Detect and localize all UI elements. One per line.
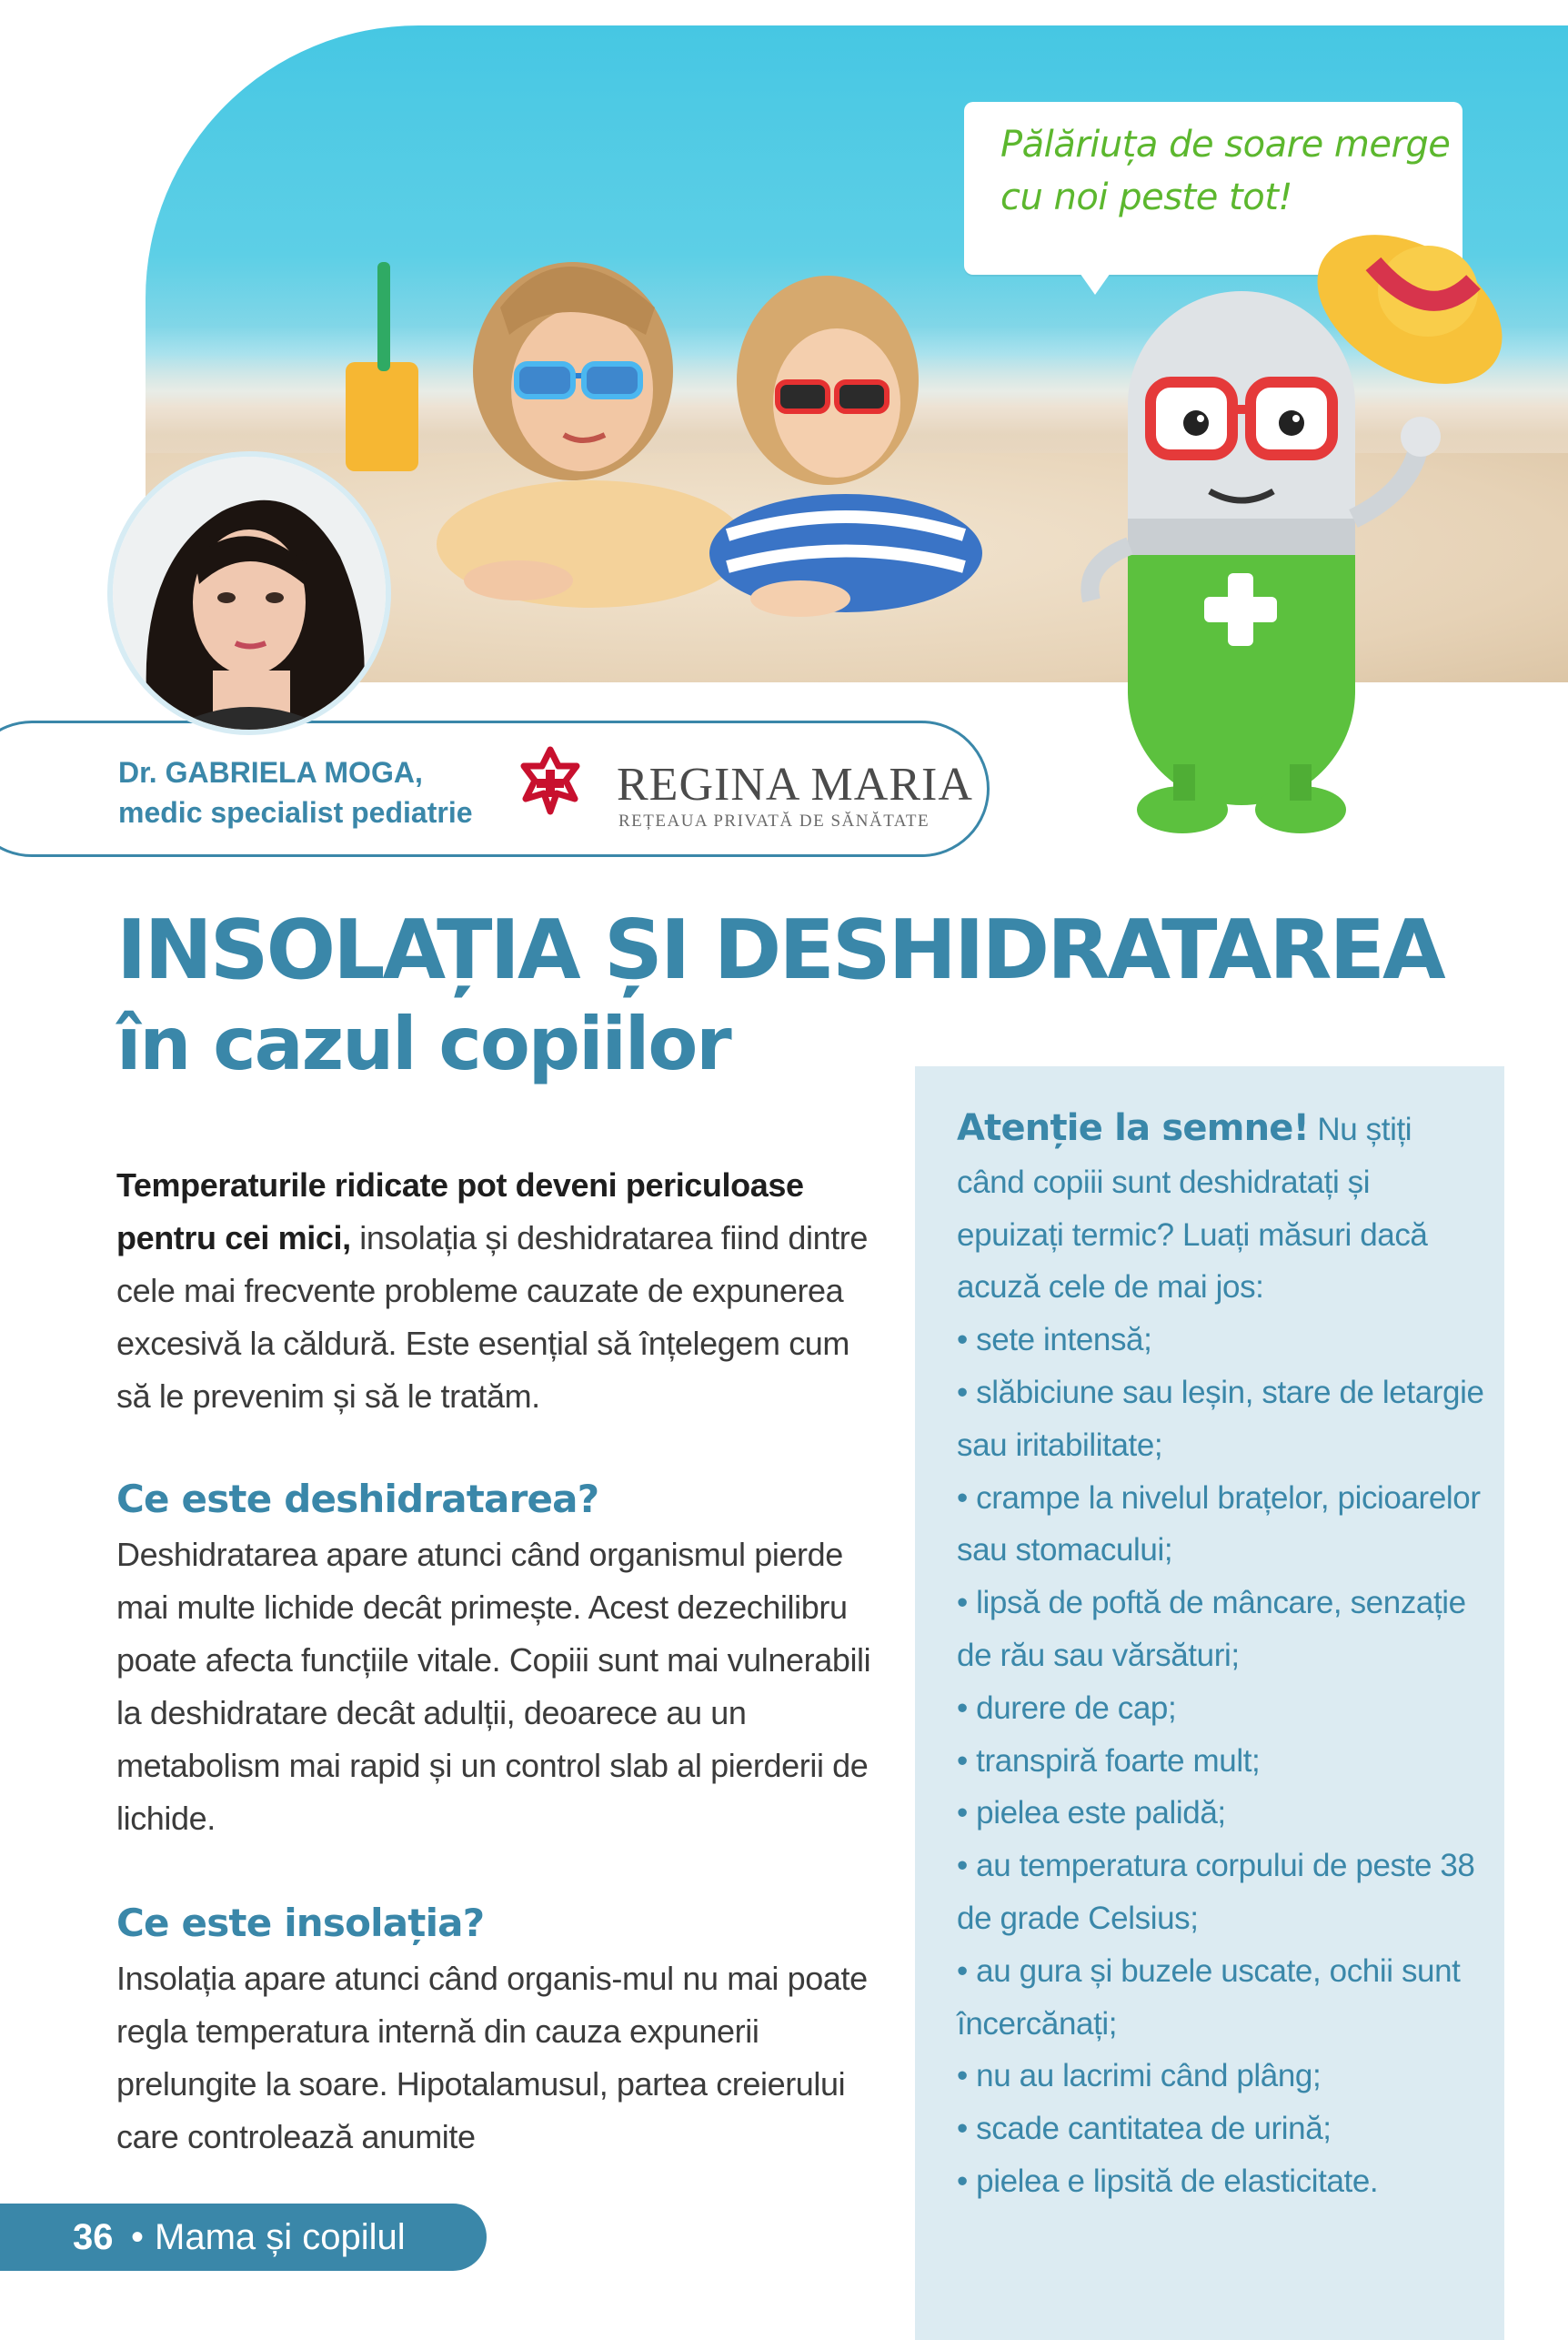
sidebar-content [957,1103,1484,2208]
sidebar-title: Atenție la semne! [957,1107,1310,1149]
author-name: Dr. GABRIELA MOGA, [118,756,423,789]
sign-item: • crampe la nivelul brațelor, picioarelor sau stomacului; [957,1479,1481,1568]
intro-paragraph [116,1159,880,1423]
pill-mascot-illustration [1046,218,1519,846]
author-photo [113,457,386,730]
brand-subtitle: REȚEAUA PRIVATĂ DE SĂNĂTATE [618,812,930,831]
article-title: INSOLAȚIA ȘI DESHIDRATAREA [116,903,1443,998]
regina-maria-logo-icon [518,746,582,828]
sign-item: • slăbiciune sau leșin, stare de letargie sau iritabilitate; [957,1374,1484,1463]
sidebar-lead: Nu știți când copiii sunt deshidratați și epuizați termic? Luați măsuri dacă acuză cele de mai jos: [957,1112,1428,1306]
sign-item: • pielea e lipsită de elasticitate. [957,2163,1379,2199]
sign-item: • au temperatura corpului de peste 38 de grade Celsius; [957,1848,1475,1936]
intro-bold: Temperaturile ridicate pot deveni periculoase pentru cei mici, [116,1166,804,1256]
magazine-name: Mama și copilul [155,2217,406,2257]
paragraph-dehydration: Deshidratarea apare atunci când organismul pierde mai multe lichide decât primește. Acest dezechilibru poate afecta funcțiile vitale. Copiii sunt mai vulnerabili la deshidratare decât adulții, deoarece au un metabolism mai rapid și un control slab al pierderii de lichide. [116,1536,871,1837]
footer-separator: • [131,2217,145,2257]
heading-heatstroke: Ce este insolația? [116,1901,485,1945]
sign-item: • transpiră foarte mult; [957,1742,1261,1779]
page-number: 36 [73,2217,114,2257]
paragraph-heatstroke: Insolația apare atunci când organis-mul nu mai poate regla temperatura internă din cauza expunerii prelungite la soare. Hipotalamusul, partea creierului care controlează anumite [116,1960,868,2155]
sign-item: • scade cantitatea de urină; [957,2111,1332,2147]
sign-item: • durere de cap; [957,1689,1177,1726]
speech-bubble-text: Pălăriuța de soare merge cu noi peste tot! [1000,124,1451,218]
author-portrait [107,451,391,735]
sign-item: • pielea este palidă; [957,1795,1226,1831]
article-subtitle: în cazul copiilor [116,1002,730,1086]
intro-rest: insolația și deshidratarea fiind dintre cele mai frecvente probleme cauzate de expunerea excesivă la căldură. Este esențial să înțelegem cum să le prevenim și să le tratăm. [116,1219,869,1415]
author-role: medic specialist pediatrie [118,796,473,829]
sign-item: • sete intensă; [957,1322,1152,1358]
sign-item: • nu au lacrimi când plâng; [957,2058,1322,2094]
brand-name: REGINA MARIA [617,759,973,811]
heading-dehydration: Ce este deshidratarea? [116,1477,599,1521]
sign-item: • au gura și buzele uscate, ochii sunt încercănați; [957,1952,1461,2042]
sign-item: • lipsă de poftă de mâncare, senzație de rău sau vărsături; [957,1585,1466,1673]
